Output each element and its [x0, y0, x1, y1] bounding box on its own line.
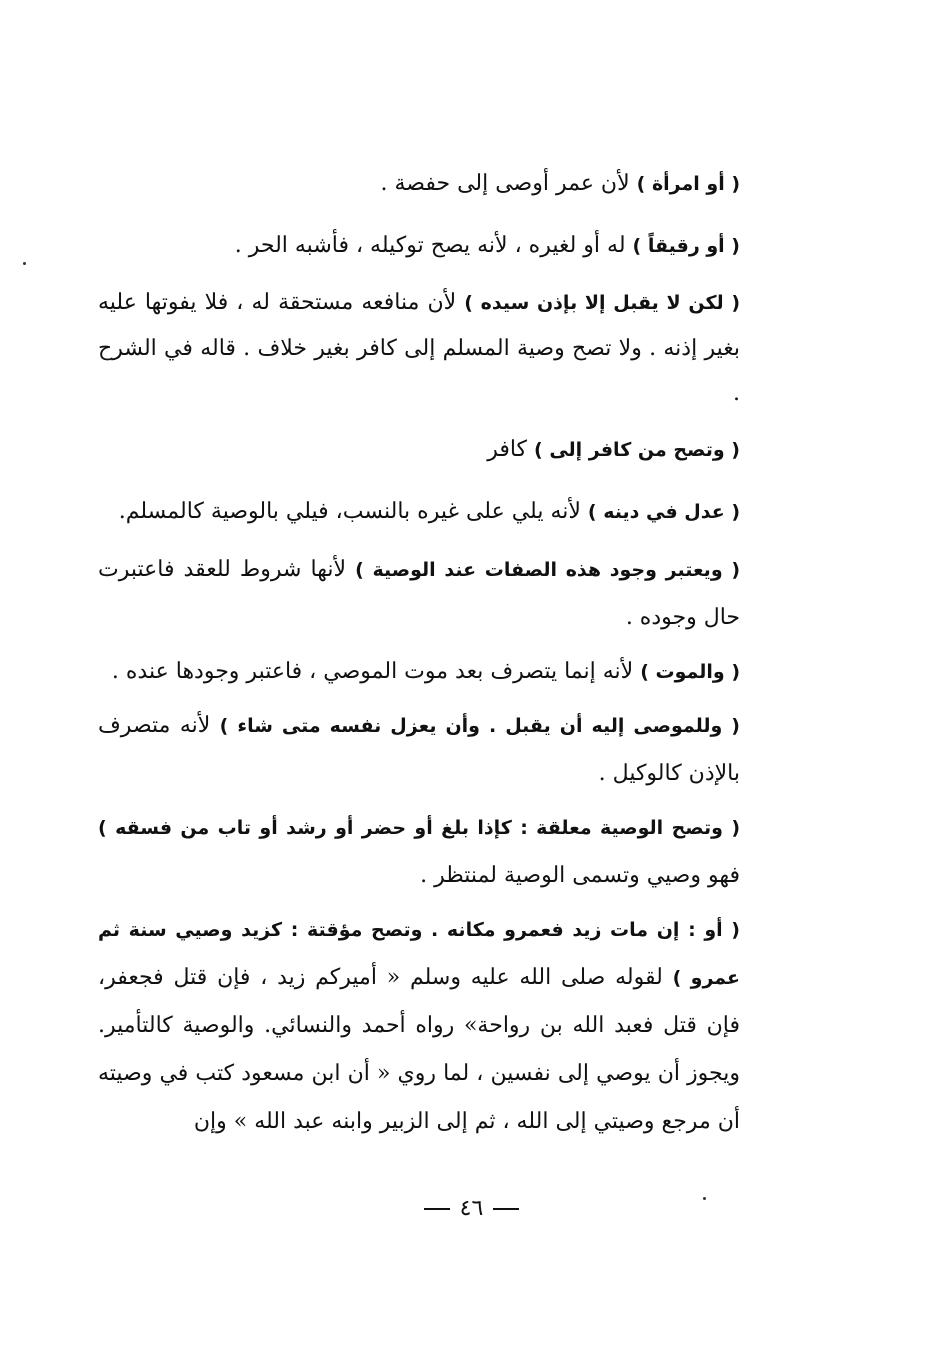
paragraph — [98, 702, 740, 798]
paragraph — [98, 422, 740, 478]
scan-speck — [23, 262, 26, 265]
paragraph — [98, 906, 740, 1146]
matn-text: ( والموت ) — [640, 661, 740, 683]
page-number: ٤٦ — [459, 1196, 484, 1221]
paragraph — [98, 546, 740, 642]
sharh-text: لأنها شروط للعقد فاعتبرت حال وجوده . — [98, 557, 740, 630]
page-body — [98, 156, 740, 1152]
matn-text: ( أو رقيقاً ) — [632, 235, 740, 257]
matn-text: ( ويعتبر وجود هذه الصفات عند الوصية ) — [355, 559, 741, 581]
matn-text: ( لكن لا يقبل إلا بإذن سيده ) — [464, 292, 741, 314]
paragraph — [98, 156, 740, 212]
sharh-text: فهو وصيي وتسمى الوصية لمنتظر . — [420, 863, 740, 888]
paragraph — [98, 280, 740, 416]
matn-text: ( عدل في دينه ) — [587, 501, 740, 523]
footer-dash — [424, 1208, 450, 1210]
sharh-text: لأن منافعه مستحقة له ، فلا يفوتها عليه بغير إذنه . ولا تصح وصية المسلم إلى كافر بغير خلاف . قاله في الشرح . — [98, 290, 740, 406]
paragraph — [98, 218, 740, 274]
footer-dash — [493, 1208, 519, 1210]
sharh-text: لقوله صلى الله عليه وسلم « أميركم زيد ، فإن قتل فجعفر، فإن قتل فعبد الله بن رواحة» رواه أحمد والنسائي. والوصية كالتأمير. ويجوز أن يوصي إلى نفسين ، لما روي « أن ابن مسعود كتب في وصيته أن مرجع وصيتي إلى الله ، ثم إلى الزبير وابنه عبد الله » وإن — [98, 965, 740, 1134]
matn-text: ( أو : إن مات زيد فعمرو مكانه . وتصح مؤقتة : كزيد وصيي سنة ثم عمرو ) — [98, 919, 740, 989]
matn-text: ( أو امرأة ) — [636, 173, 740, 195]
paragraph — [98, 484, 740, 540]
matn-text: ( وتصح الوصية معلقة : كإذا بلغ أو حضر أو رشد أو تاب من فسقه ) — [98, 817, 740, 839]
sharh-text: كافر — [487, 437, 535, 462]
matn-text: ( وللموصى إليه أن يقبل . وأن يعزل نفسه متى شاء ) — [219, 715, 740, 737]
page-footer — [0, 1196, 943, 1221]
paragraph — [98, 648, 740, 696]
sharh-text: لأن عمر أوصى إلى حفصة . — [380, 171, 637, 196]
sharh-text: لأنه يلي على غيره بالنسب، فيلي بالوصية كالمسلم. — [118, 499, 588, 524]
paragraph — [98, 804, 740, 900]
matn-text: ( وتصح من كافر إلى ) — [534, 439, 740, 461]
sharh-text: له أو لغيره ، لأنه يصح توكيله ، فأشبه الحر . — [234, 233, 633, 258]
sharh-text: لأنه إنما يتصرف بعد موت الموصي ، فاعتبر وجودها عنده . — [111, 659, 641, 684]
sharh-text: لأنه متصرف بالإذن كالوكيل . — [98, 713, 740, 786]
